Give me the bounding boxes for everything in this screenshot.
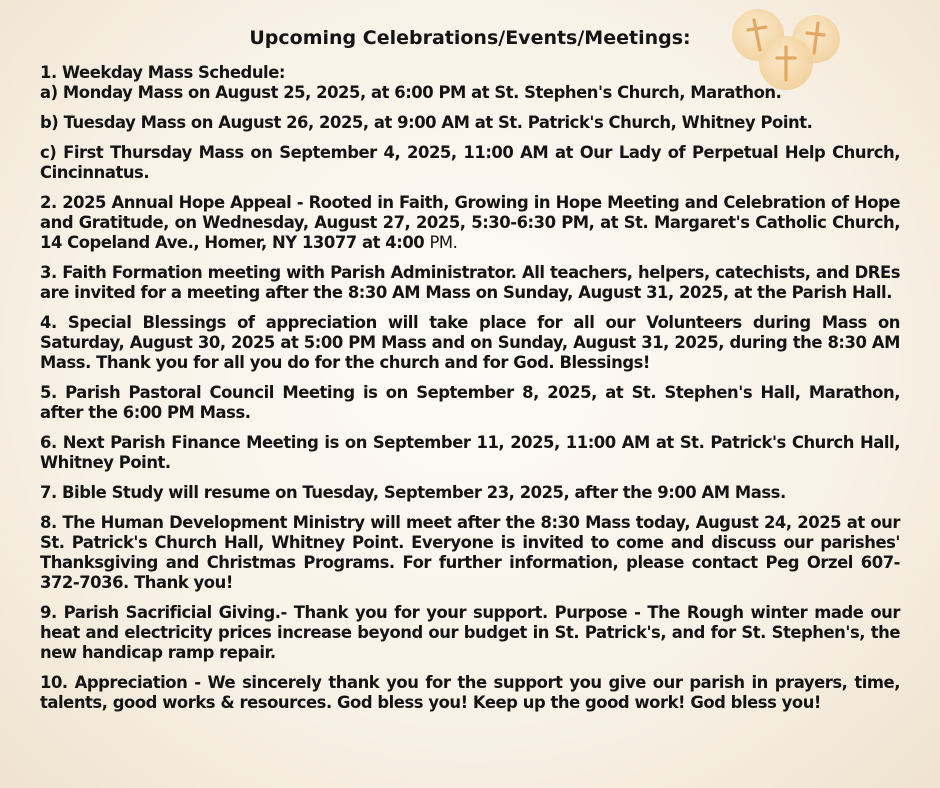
list-item: 5. Parish Pastoral Council Meeting is on September 8, 2025, at St. Stephen's Hall, Marathon, after the 6:00 PM Mass.	[40, 382, 900, 422]
list-item: c) First Thursday Mass on September 4, 2025, 11:00 AM at Our Lady of Perpetual Help Church, Cincinnatus.	[40, 142, 900, 182]
list-item: 7. Bible Study will resume on Tuesday, September 23, 2025, after the 9:00 AM Mass.	[40, 482, 786, 502]
list-item: 9. Parish Sacrificial Giving.- Thank you for your support. Purpose - The Rough winter made our heat and electricity prices increase beyond our budget in St. Patrick's, and for St. Stephen's, the new handicap ramp repair.	[40, 602, 900, 662]
list-item: 8. The Human Development Ministry will meet after the 8:30 Mass today, August 24, 2025 at our St. Patrick's Church Hall, Whitney Point. Everyone is invited to come and discuss our parishes' Thanksgiving and Christmas Programs. For further information, please contact Peg Orzel 607-372-7036. Thank you!	[40, 512, 900, 592]
list-item: 3. Faith Formation meeting with Parish Administrator. All teachers, helpers, catechists, and DREs are invited for a meeting after the 8:30 AM Mass on Sunday, August 31, 2025, at the Parish Hall.	[40, 262, 900, 302]
list-item: b) Tuesday Mass on August 26, 2025, at 9:00 AM at St. Patrick's Church, Whitney Point.	[40, 112, 813, 132]
list-item: 4. Special Blessings of appreciation will take place for all our Volunteers during Mass on Saturday, August 30, 2025 at 5:00 PM Mass and on Sunday, August 31, 2025, during the 8:30 AM Mass. Thank you for all you do for the church and for God. Blessings!	[40, 312, 900, 372]
page-title: Upcoming Celebrations/Events/Meetings:	[249, 27, 691, 49]
list-item: 10. Appreciation - We sincerely thank you for the support you give our parish in prayers, time, talents, good works & resources. God bless you! Keep up the good work! God bless you!	[40, 672, 900, 712]
list-item: 6. Next Parish Finance Meeting is on September 11, 2025, 11:00 AM at St. Patrick's Church Hall, Whitney Point.	[40, 432, 900, 472]
list-item: 1. Weekday Mass Schedule:	[40, 62, 285, 82]
list-item-suffix: PM.	[429, 232, 458, 252]
list-item	[40, 193, 900, 253]
list-item: a) Monday Mass on August 25, 2025, at 6:00 PM at St. Stephen's Church, Marathon.	[40, 82, 782, 102]
list-item-text: 2. 2025 Annual Hope Appeal - Rooted in Faith, Growing in Hope Meeting and Celebration of Hope and Gratitude, on Wednesday, August 27, 2025, 5:30-6:30 PM, at St. Margaret's Catholic Church, 14 Copeland Ave., Homer, NY 13077 at 4:00	[40, 192, 900, 252]
announcements	[40, 28, 900, 723]
